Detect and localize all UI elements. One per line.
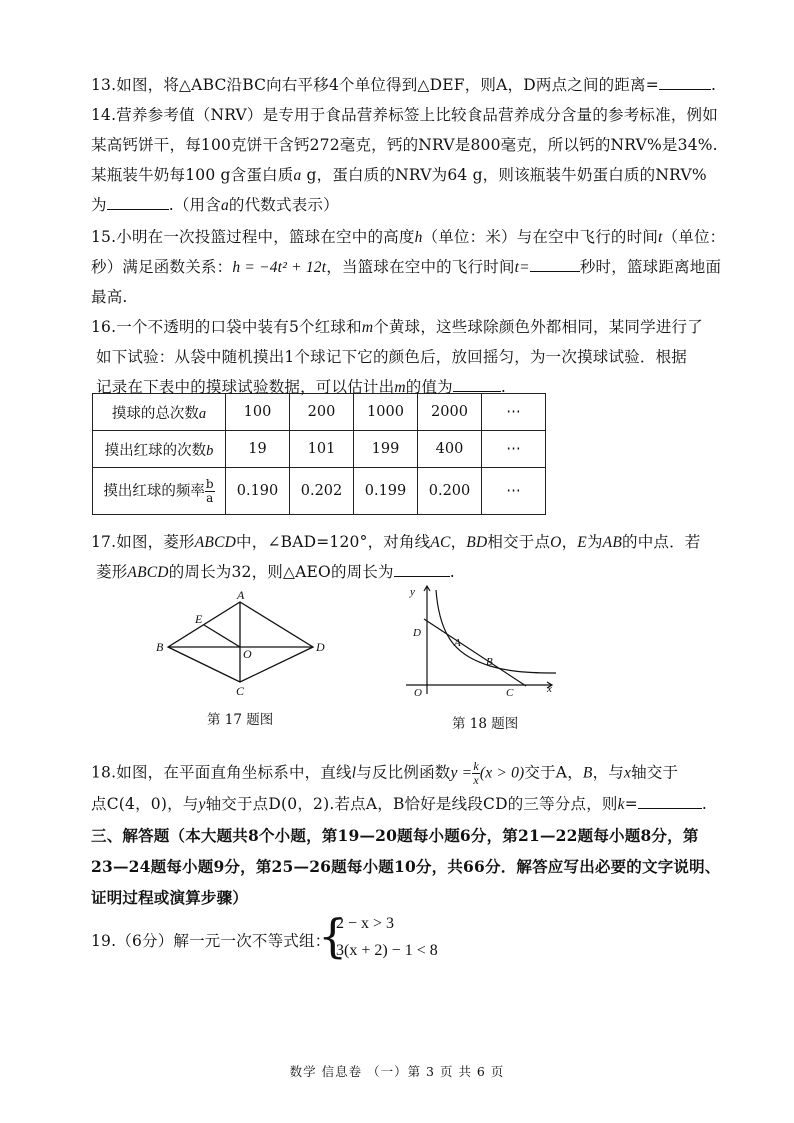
section-3-line-2: 23—24题每小题9分，第25—26题每小题10分，共66分．解答应写出必要的文字说明、: [91, 857, 721, 876]
table-row: [93, 468, 546, 515]
label-a: A: [237, 588, 245, 602]
label-d: D: [413, 627, 421, 639]
table-cell: ⋯: [482, 468, 546, 515]
line-l: [424, 619, 526, 686]
question-14-line-4: 为 .（用含a的代数式表示）: [91, 196, 339, 214]
label-b: B: [156, 640, 164, 654]
question-17-line-1: 17.如图，菱形ABCD中，∠BAD=120°，对角线AC，BD相交于点O，E为AB的中点．若: [91, 533, 701, 551]
table-cell: 200: [290, 394, 354, 431]
system-brace: {: [318, 909, 348, 963]
label-x: x: [547, 683, 552, 695]
label-c: C: [506, 687, 514, 699]
table-row: [93, 394, 546, 431]
row-header: 摸球的总次数a: [93, 394, 226, 431]
table-cell: ⋯: [482, 431, 546, 468]
table-cell: 0.190: [226, 468, 290, 515]
table-cell: 101: [290, 431, 354, 468]
figure-17-rhombus: [150, 588, 340, 698]
question-18-line-2: 点C(4，0)，与y轴交于点D(0，2).若点A，B恰好是线段CD的三等分点，则k= .: [91, 795, 708, 813]
question-16-line-3: 记录在下表中的摸球试验数据，可以估计出m的值为 .: [96, 378, 506, 396]
question-13: 13.如图，将△ABC沿BC向右平移4个单位得到△DEF，则A，D两点之间的距离= .: [91, 76, 717, 94]
table-cell: 2000: [418, 394, 482, 431]
label-y: y: [410, 586, 415, 598]
function-formula: h = −4t² + 12t: [232, 259, 327, 276]
fraction-k-over-x: $\frac{k}{x}$: [473, 759, 479, 787]
question-15-line-3: 最高.: [91, 288, 128, 306]
segment-eo: [204, 625, 240, 647]
figure-17-caption: 第 17 题图: [207, 712, 274, 728]
figure-18-graph: [400, 582, 570, 702]
label-c: C: [236, 684, 245, 698]
question-16-line-1: 16.一个不透明的口袋中装有5个红球和m个黄球，这些球除颜色外都相同，某同学进行了: [91, 318, 703, 336]
table-cell: 0.200: [418, 468, 482, 515]
question-16-line-2: 如下试验：从袋中随机摸出1个球记下它的颜色后，放回摇匀，为一次摸球试验．根据: [96, 348, 687, 366]
section-3-line-1: 三、解答题（本大题共8个小题，第19—20题每小题6分，第21—22题每小题8分，第: [91, 826, 699, 845]
label-o: O: [243, 647, 252, 661]
table-cell: 1000: [354, 394, 418, 431]
question-15-line-1: 15.小明在一次投篮过程中，篮球在空中的高度h（单位：米）与在空中飞行的时间t（单位：: [91, 228, 726, 246]
table-cell: 100: [226, 394, 290, 431]
section-3-line-3: 证明过程或演算步骤）: [91, 888, 249, 907]
label-a: A: [454, 637, 461, 649]
answer-blank: [394, 562, 450, 577]
answer-blank: [107, 195, 169, 210]
question-14-line-3: 某瓶装牛奶每100 g含蛋白质a g，蛋白质的NRV为64 g，则该瓶装牛奶蛋白质的NRV%: [91, 166, 707, 184]
question-14-line-2: 某高钙饼干，每100克饼干含钙272毫克，钙的NRV是800毫克，所以钙的NRV%是34%.: [91, 136, 718, 154]
figure-18-caption: 第 18 题图: [452, 716, 519, 732]
row-header: 摸出红球的次数b: [93, 431, 226, 468]
label-e: E: [195, 612, 203, 626]
question-14-line-1: 14.营养参考值（NRV）是专用于食品营养标签上比较食品营养成分含量的参考标准，例如: [91, 106, 718, 124]
table-cell: 400: [418, 431, 482, 468]
page-footer: 数学 信息卷 （一）第 3 页 共 6 页: [289, 1064, 505, 1079]
answer-blank: [530, 257, 580, 272]
inequality-1: 2 − x > 3: [336, 915, 395, 932]
label-d: D: [316, 640, 325, 654]
hyperbola-curve: [436, 590, 556, 673]
question-19: 19.（6分）解一元一次不等式组：: [91, 932, 331, 950]
answer-blank: [453, 377, 501, 392]
fraction: $\frac{b}{a}$: [205, 476, 214, 505]
table-row: [93, 431, 546, 468]
answer-blank: [659, 75, 711, 90]
label-b: B: [486, 656, 493, 668]
question-18-line-1: 18.如图，在平面直角坐标系中，直线l与反比例函数y = $\frac{k}{x}$ (x > 0)交于A，B，与x轴交于: [91, 759, 679, 787]
inequality-2: 3(x + 2) − 1 < 8: [336, 942, 438, 959]
row-header: 摸出红球的频率 $\frac{b}{a}$: [93, 468, 226, 515]
table-cell: ⋯: [482, 394, 546, 431]
question-15-line-2: 秒）满足函数关系：h = −4t² + 12t，当篮球在空中的飞行时间t= 秒时，篮球距离地面: [91, 258, 722, 276]
table-cell: 0.202: [290, 468, 354, 515]
table-cell: 19: [226, 431, 290, 468]
table-cell: 0.199: [354, 468, 418, 515]
answer-blank: [638, 794, 702, 809]
table-cell: 199: [354, 431, 418, 468]
question-17-line-2: 菱形ABCD的周长为32，则△AEO的周长为 .: [96, 563, 455, 581]
experiment-table: [92, 393, 546, 515]
label-o: O: [414, 687, 422, 699]
